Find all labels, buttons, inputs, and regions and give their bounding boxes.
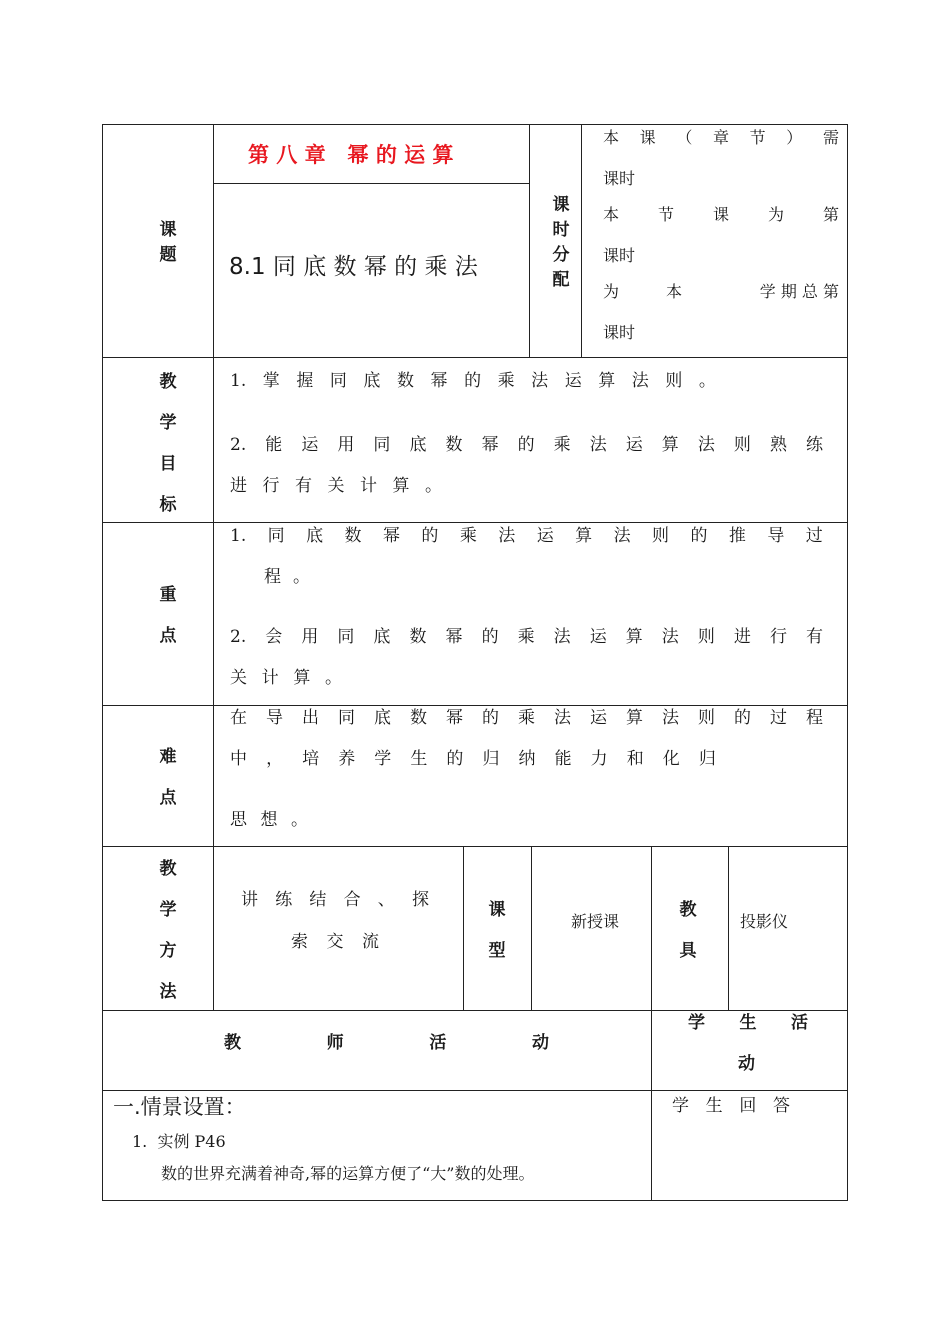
text-char: 养 [338, 749, 356, 769]
time-alloc-line-3 [603, 205, 839, 225]
text-char: 同 [329, 371, 347, 391]
text-char: 会 [265, 627, 283, 647]
text-char: 学 [374, 749, 392, 769]
methods-label-char: 学 [159, 900, 177, 920]
text-char: 导 [266, 708, 283, 728]
text-char: 同 [373, 435, 391, 455]
methods-label-char: 方 [159, 941, 177, 961]
time-alloc-char: （ [676, 128, 693, 147]
text-char: 进 [733, 627, 751, 647]
text-char: 答 [772, 1096, 790, 1116]
time-alloc-char: 本 [603, 128, 620, 147]
heading-char: 活 [791, 1013, 808, 1033]
time-alloc-label-char: 分 [552, 245, 570, 265]
text-char: 乘 [459, 526, 477, 546]
text-char: 的 [482, 708, 499, 728]
text-char: 。 [698, 371, 716, 391]
text-char: 运 [625, 435, 643, 455]
text-char: 的 [734, 708, 751, 728]
text-char: 流 [362, 932, 379, 952]
divider-label-column [213, 124, 214, 1010]
teaching-tools-label-char: 具 [679, 941, 697, 961]
text-char: 算 [392, 476, 410, 496]
text-char: 进 [230, 476, 247, 496]
methods-label-char: 法 [159, 982, 177, 1002]
objective-line-2 [230, 435, 823, 455]
text-char: 同 [338, 708, 355, 728]
time-alloc-char: 节 [749, 128, 766, 147]
text-char: 运 [301, 435, 319, 455]
text-char: 法 [697, 435, 715, 455]
text-char: 熟 [769, 435, 787, 455]
heading-char: 活 [429, 1033, 447, 1053]
objectives-label-char: 学 [159, 413, 177, 433]
time-alloc-char: 第 [822, 205, 839, 224]
key-point-line-2 [264, 567, 310, 587]
divider-method-type [463, 846, 464, 1010]
text-char: 法 [662, 708, 679, 728]
text-char: 练 [805, 435, 823, 455]
text-char: 过 [805, 526, 823, 546]
text-char: 同 [337, 627, 355, 647]
time-alloc-label-char: 时 [552, 220, 570, 240]
text-char: 则 [652, 526, 670, 546]
text-char: 计 [261, 668, 279, 688]
heading-char: 动 [531, 1033, 549, 1053]
text-char: 的 [446, 749, 464, 769]
text-char: 法 [554, 708, 571, 728]
text-char: 乘 [497, 371, 515, 391]
text-char: 乘 [553, 435, 571, 455]
difficulties-label-char: 点 [159, 788, 177, 808]
text-char: 程 [806, 708, 823, 728]
text-char: 培 [302, 749, 320, 769]
text-char: 则 [698, 708, 715, 728]
text-char: 则 [697, 627, 715, 647]
teaching-tools-label [668, 890, 708, 972]
objectives-label-char: 标 [159, 495, 177, 515]
time-alloc-char: 本 [603, 205, 620, 224]
text-char: 数 [409, 627, 427, 647]
text-char: 思 [230, 810, 247, 830]
text-char: 底 [373, 627, 391, 647]
text-char: 导 [767, 526, 785, 546]
text-char: 掌 [262, 371, 280, 391]
key-point-line-3 [230, 627, 823, 647]
text-char: 同 [267, 526, 285, 546]
text-char: 索 [291, 932, 308, 952]
objective-line-1 [230, 371, 716, 391]
text-char: 的 [481, 627, 499, 647]
text-char: 握 [296, 371, 314, 391]
example-item: 1. 实例 P46 [132, 1132, 226, 1151]
time-alloc-char: ） [786, 128, 803, 147]
text-char: 中 [230, 749, 247, 769]
divider-type-value [531, 846, 532, 1010]
divider-type-tools [651, 846, 652, 1010]
text-char: 推 [728, 526, 746, 546]
text-char: 能 [265, 435, 283, 455]
text-char: 讲 [241, 890, 258, 910]
time-alloc-char: 为 [767, 205, 784, 224]
key-point-line-4 [230, 668, 342, 688]
text-char: 合 [343, 890, 361, 910]
text-char: 运 [536, 526, 554, 546]
text-char: 结 [309, 890, 327, 910]
student-activity-heading-line-2: 动 [738, 1054, 755, 1074]
text-char: 。 [293, 567, 310, 587]
text-char: 法 [589, 435, 607, 455]
difficulties-label [148, 737, 188, 819]
lesson-type-label-char: 型 [488, 941, 506, 961]
objectives-label-char: 教 [159, 372, 177, 392]
text-char: 2. [230, 435, 247, 455]
text-char: 化 [662, 749, 680, 769]
text-char: 探 [411, 890, 429, 910]
time-alloc-line-1 [603, 128, 839, 148]
text-char: 数 [396, 371, 414, 391]
time-alloc-char: 为 [603, 282, 620, 301]
text-char: 底 [363, 371, 381, 391]
text-char: 计 [360, 476, 377, 496]
text-char: 行 [262, 476, 280, 496]
text-char: 回 [739, 1096, 757, 1116]
section-title: 8.1 同 底 数 幂 的 乘 法 [229, 254, 478, 280]
objective-line-3 [230, 476, 442, 496]
text-char: 数 [410, 708, 427, 728]
time-alloc-label-char: 配 [552, 270, 570, 290]
methods-label-char: 教 [159, 859, 177, 879]
heading-char: 学 [688, 1013, 705, 1033]
text-char: 数 [445, 435, 463, 455]
student-answer [672, 1096, 790, 1116]
text-char: 2. [230, 627, 247, 647]
time-alloc-line-2: 课时 [603, 169, 636, 188]
text-char: 算 [598, 371, 616, 391]
text-char: 生 [410, 749, 428, 769]
time-alloc-line-4: 课时 [603, 246, 636, 265]
text-char: 运 [589, 627, 607, 647]
text-char: 交 [326, 932, 344, 952]
text-char: 乘 [517, 627, 535, 647]
time-alloc-char: 节 [657, 205, 674, 224]
heading-char: 教 [224, 1033, 241, 1053]
text-char: 算 [625, 627, 643, 647]
text-char: 乘 [518, 708, 535, 728]
divider-tools-value [728, 846, 729, 1010]
text-char: 算 [293, 668, 311, 688]
text-char: 则 [665, 371, 683, 391]
lesson-label-char: 课 [159, 220, 177, 240]
divider-header-time-value [581, 124, 582, 357]
method-line-1 [241, 890, 429, 910]
text-char: 过 [770, 708, 787, 728]
text-char: 幂 [430, 371, 448, 391]
time-alloc-line-6: 课时 [603, 323, 636, 342]
objectives-label [148, 362, 188, 526]
text-char: 。 [425, 476, 442, 496]
text-char: 的 [690, 526, 708, 546]
text-char: 法 [661, 627, 679, 647]
heading-char: 师 [326, 1033, 344, 1053]
text-char: 学 [672, 1096, 689, 1116]
text-char: 练 [275, 890, 293, 910]
teacher-activity-heading [224, 1033, 549, 1053]
text-char: 底 [374, 708, 391, 728]
text-char: 在 [230, 708, 247, 728]
time-alloc-char: 课 [712, 205, 729, 224]
key-point-line-1 [230, 526, 823, 546]
text-char: 用 [301, 627, 319, 647]
text-char: 幂 [445, 627, 463, 647]
text-char: 。 [291, 810, 308, 830]
text-char: 纳 [518, 749, 536, 769]
key-points-label-char: 点 [159, 626, 177, 646]
text-char: 的 [517, 435, 535, 455]
text-char: 行 [769, 627, 787, 647]
teaching-tools-value: 投影仪 [740, 912, 789, 931]
lesson-label-char: 题 [159, 245, 177, 265]
divider-row-methods [102, 1010, 848, 1011]
divider-header-time-label [529, 124, 530, 357]
text-char: 法 [553, 627, 571, 647]
text-char: 关 [230, 668, 247, 688]
text-char: 法 [498, 526, 516, 546]
text-char: 力 [590, 749, 608, 769]
chapter-title: 第 八 章 幂 的 运 算 [248, 143, 454, 167]
time-alloc-char: 学 期 总 第 [759, 282, 839, 301]
text-char: 底 [306, 526, 324, 546]
text-char: 的 [421, 526, 439, 546]
text-char: 幂 [382, 526, 400, 546]
text-char: 有 [295, 476, 312, 496]
difficulty-line-3 [230, 810, 308, 830]
text-char: 、 [377, 890, 395, 910]
methods-label [148, 849, 188, 1013]
text-char: 能 [554, 749, 572, 769]
text-char: 1. [230, 526, 247, 546]
student-activity-heading-line-1 [688, 1013, 808, 1033]
time-alloc-char: 需 [822, 128, 839, 147]
time-alloc-label [541, 193, 581, 293]
text-char: 和 [626, 749, 644, 769]
text-char: 法 [531, 371, 549, 391]
time-alloc-char: 章 [712, 128, 729, 147]
lesson-label [148, 218, 188, 268]
divider-teacher-student [651, 1010, 652, 1201]
text-char: 运 [564, 371, 582, 391]
text-char: 用 [337, 435, 355, 455]
time-alloc-char: 本 [666, 282, 683, 301]
example-description: 数的世界充满着神奇,幂的运算方便了“大”数的处理。 [161, 1164, 535, 1183]
lesson-type-label-char: 课 [488, 900, 506, 920]
text-char: 幂 [481, 435, 499, 455]
objectives-label-char: 目 [159, 454, 177, 474]
section-heading-situation: 一.情景设置： [113, 1095, 246, 1119]
difficulty-line-2 [230, 749, 716, 769]
teaching-tools-label-char: 教 [679, 900, 697, 920]
text-char: 数 [344, 526, 362, 546]
divider-row-activities-head [102, 1090, 848, 1091]
lesson-type-value: 新授课 [571, 912, 620, 931]
text-char: 算 [661, 435, 679, 455]
text-char: 。 [324, 668, 342, 688]
time-alloc-label-char: 课 [552, 195, 570, 215]
text-char: ， [266, 749, 284, 769]
text-char: 的 [464, 371, 482, 391]
difficulty-line-1 [230, 708, 823, 728]
difficulties-label-char: 难 [159, 747, 177, 767]
time-alloc-char: 课 [639, 128, 656, 147]
text-char: 生 [705, 1096, 723, 1116]
text-char: 幂 [446, 708, 463, 728]
text-char: 关 [327, 476, 345, 496]
text-char: 归 [482, 749, 500, 769]
text-char: 程 [264, 567, 281, 587]
text-char: 1. [230, 371, 247, 391]
text-char: 算 [575, 526, 593, 546]
text-char: 想 [260, 810, 278, 830]
key-points-label-char: 重 [159, 585, 177, 605]
heading-char: 生 [739, 1013, 757, 1033]
text-char: 底 [409, 435, 427, 455]
text-char: 法 [631, 371, 649, 391]
text-char: 法 [613, 526, 631, 546]
method-line-2 [291, 932, 379, 952]
text-char: 归 [698, 749, 716, 769]
text-char: 则 [733, 435, 751, 455]
key-points-label [148, 575, 188, 657]
text-char: 有 [805, 627, 823, 647]
text-char: 算 [626, 708, 643, 728]
lesson-type-label [477, 890, 517, 972]
divider-title-cells [214, 183, 529, 184]
text-char: 出 [302, 708, 319, 728]
text-char: 运 [590, 708, 607, 728]
